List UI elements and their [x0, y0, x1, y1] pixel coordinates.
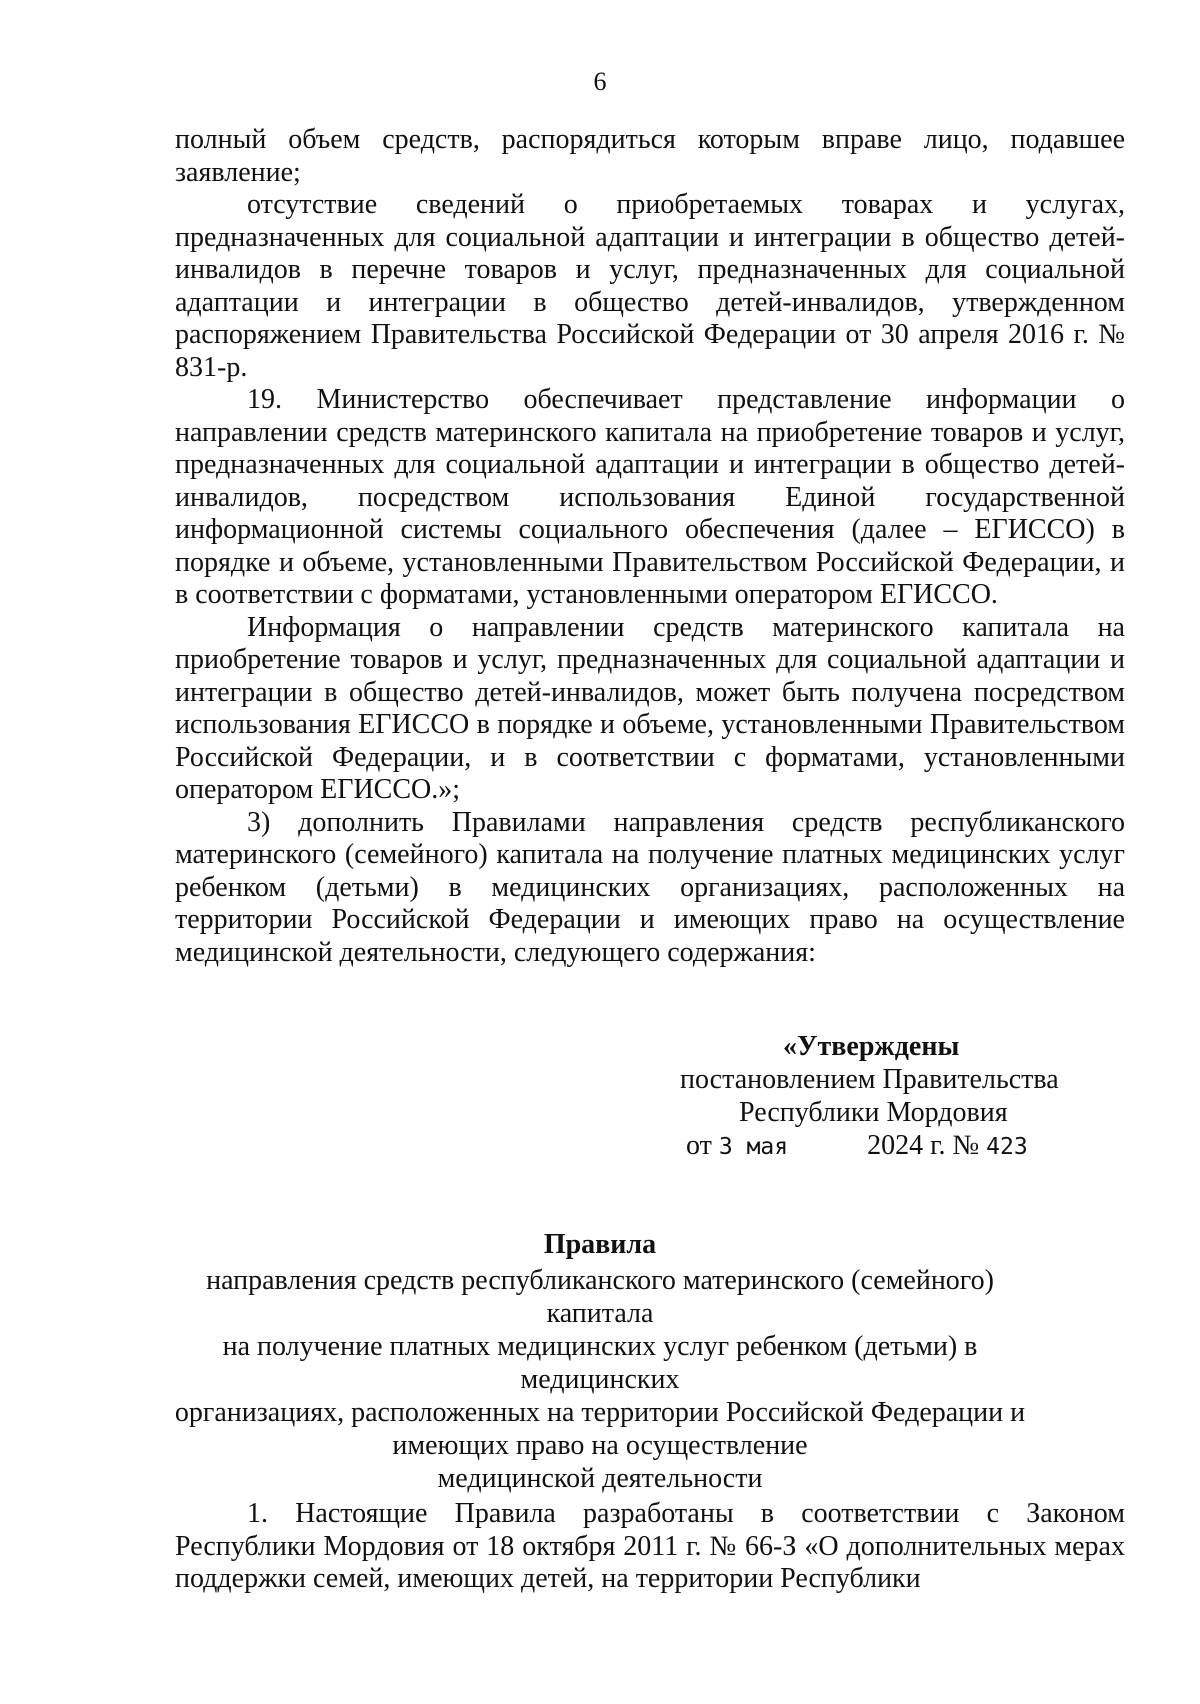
- paragraph-egisso-info: Информация о направлении средств материнского капитала на приобретение товаров и услуг, предназначенных для социальной адаптации и интеграции в общество детей-инвалидов, может быть получена посредством использования ЕГИССО в порядке и объеме, установленными Правительством Российской Федерации, и в соответствии с форматами, установленными оператором ЕГИССО.»;: [175, 611, 1125, 805]
- rules-title-block: [150, 1228, 1050, 1495]
- approval-date-line: [686, 1129, 1090, 1164]
- page-number: 6: [593, 67, 607, 96]
- paragraph-item-19: 19. Министерство обеспечивает представление информации о направлении средств материнского капитала на приобретение товаров и услуг, предназначенных для социальной адаптации и интеграции в общество детей-инвалидов, посредством использования Единой государственной информационной системы социального обеспечения (далее – ЕГИССО) в порядке и объеме, установленными Правительством Российской Федерации, и в соответствии с форматами, установленными оператором ЕГИССО.: [175, 384, 1125, 610]
- approval-date-stamp: 3 мая: [718, 1134, 789, 1160]
- rules-heading: Правила: [543, 1229, 657, 1260]
- rules-title-line: медицинской деятельности: [437, 1463, 763, 1494]
- approval-heading: «Утверждены: [783, 1031, 960, 1062]
- paragraph-continuation: полный объем средств, распорядиться которым вправе лицо, подавшее заявление;: [175, 124, 1125, 188]
- paragraph-rules-item-1: 1. Настоящие Правила разработаны в соответствии с Законом Республики Мордовия от 18 октября 2011 г. № 66-З «О дополнительных мерах поддержки семей, имеющих детей, на территории Республики: [175, 1498, 1125, 1594]
- approval-date-prefix: от: [686, 1130, 712, 1161]
- approval-number-stamp: 423: [986, 1134, 1028, 1160]
- rules-title-line: на получение платных медицинских услуг ребенком (детьми) в медицинских: [222, 1331, 978, 1395]
- approval-date-year: 2024 г. №: [867, 1130, 980, 1161]
- paragraph-missing-info: отсутствие сведений о приобретаемых товарах и услугах, предназначенных для социальной адаптации и интеграции в общество детей-инвалидов в перечне товаров и услуг, предназначенных для социальной адаптации и интеграции в общество детей-инвалидов, утвержденном распоряжением Правительства Российской Федерации от 30 апреля 2016 г. № 831-р.: [175, 189, 1125, 383]
- rules-title-line: направления средств республиканского материнского (семейного) капитала: [206, 1265, 994, 1329]
- approval-line-resolution: постановлением Правительства: [680, 1064, 1059, 1095]
- approval-line-republic: Республики Мордовия: [739, 1097, 1008, 1128]
- rules-title-line: организациях, расположенных на территории Российской Федерации и: [174, 1397, 1026, 1428]
- document-body-top: [175, 124, 1125, 969]
- document-body-rules: [175, 1498, 1125, 1596]
- rules-title-line: имеющих право на осуществление: [392, 1430, 808, 1461]
- paragraph-amendment-3: 3) дополнить Правилами направления средств республиканского материнского (семейного) капитала на получение платных медицинских услуг ребенком (детьми) в медицинских организациях, расположенных на территории Российской Федерации и имеющих право на осуществление медицинской деятельности, следующего содержания:: [175, 806, 1125, 968]
- approval-stamp-block: [660, 1030, 1090, 1164]
